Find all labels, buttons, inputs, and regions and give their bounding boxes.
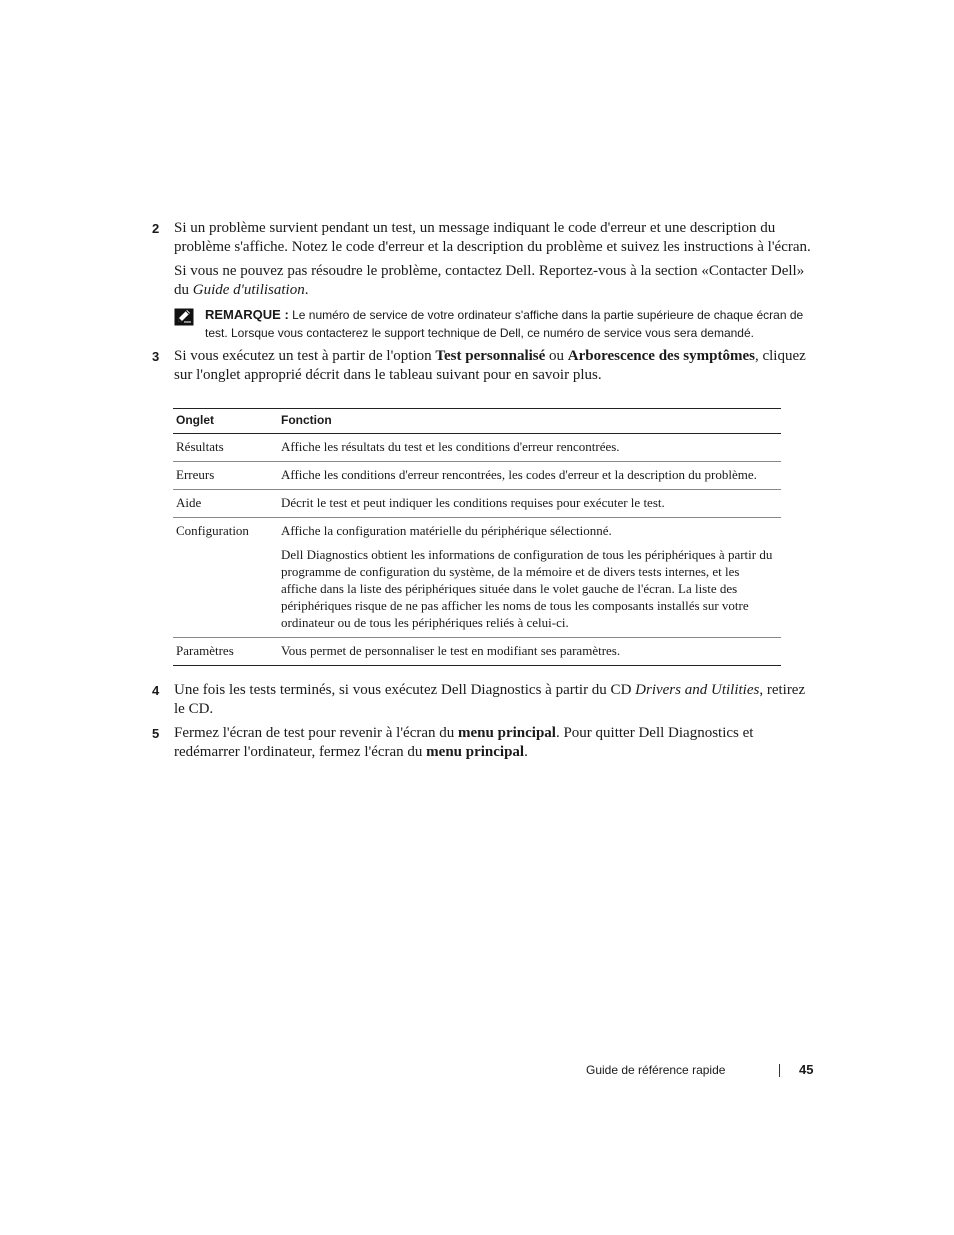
table-header-row	[173, 409, 781, 434]
table-row	[173, 518, 781, 638]
row-desc-text: Décrit le test et peut indiquer les conditions requises pour exécuter le test.	[281, 495, 665, 510]
row-desc-text: Affiche les conditions d'erreur rencontrées, les codes d'erreur et la description du problème.	[281, 467, 757, 482]
step-5-mid: . Pour quitter Dell Diagnostics et redémarrer l'ordinateur, fermez l'écran du	[174, 725, 754, 760]
step-5-pre: Fermez l'écran de test pour revenir à l'écran du	[174, 725, 459, 741]
menu-principal: menu principal	[426, 744, 525, 760]
step-5	[152, 724, 817, 762]
row-desc	[278, 638, 781, 666]
header-onglet: Onglet	[173, 409, 278, 434]
step-number: 2	[152, 221, 160, 236]
row-desc-text: Affiche les résultats du test et les conditions d'erreur rencontrées.	[281, 439, 620, 454]
row-tab: Paramètres	[176, 643, 234, 658]
pencil-note-icon	[174, 308, 194, 326]
table-row	[173, 434, 781, 462]
note-label: REMARQUE :	[205, 307, 289, 322]
step-4-pre: Une fois les tests terminés, si vous exécutez Dell Diagnostics à partir du CD	[174, 682, 636, 698]
cd-title: Drivers and Utilities	[635, 682, 760, 698]
step-number: 5	[152, 726, 160, 741]
note-text	[205, 306, 814, 342]
guide-title: Guide d'utilisation	[192, 282, 305, 298]
tabs-table	[173, 408, 781, 666]
table-row	[173, 490, 781, 518]
row-desc-text: Dell Diagnostics obtient les informations de configuration de tous les périphériques à partir du programme de configuration du système, de la mémoire et de divers tests internes, et les affiche dans la liste des périphériques située dans le volet gauche de l'écran. La liste des périphériques risque de ne pas afficher les noms de tous les composants installés sur votre ordinateur ou de tous les périphériques reliés à celui-ci.	[281, 547, 773, 630]
step-4-post: , retirez le CD.	[174, 682, 806, 717]
step-2-contact-post: .	[304, 282, 309, 298]
step-2-contact-pre: Si vous ne pouvez pas résoudre le problème, contactez Dell. Reportez-vous à la section «Contacter Dell» du	[174, 263, 805, 298]
step-3-mid: ou	[545, 348, 568, 364]
row-tab: Configuration	[173, 518, 278, 638]
note-body: Le numéro de service de votre ordinateur s'affiche dans la partie supérieure de chaque écran de test. Lorsque vous contacterez le support technique de Dell, ce numéro de service vous sera demandé.	[205, 308, 804, 340]
step-3	[152, 347, 817, 385]
step-number: 4	[152, 683, 160, 698]
step-3-text	[174, 347, 817, 385]
header-fonction: Fonction	[278, 409, 781, 434]
page-number: 45	[799, 1062, 814, 1077]
table-row	[173, 462, 781, 490]
row-desc	[278, 490, 781, 518]
row-tab: Erreurs	[173, 462, 278, 490]
step-5-post: .	[524, 744, 528, 760]
step-3-post: , cliquez sur l'onglet approprié décrit dans le tableau suivant pour en savoir plus.	[174, 348, 806, 383]
footer-divider	[779, 1064, 780, 1077]
footer-title: Guide de référence rapide	[586, 1063, 726, 1077]
row-desc-text: Affiche la configuration matérielle du périphérique sélectionné.	[281, 523, 612, 538]
row-desc-text: Vous permet de personnaliser le test en modifiant ses paramètres.	[281, 643, 621, 658]
menu-principal: menu principal	[458, 725, 556, 741]
step-2-text: Si un problème survient pendant un test, un message indiquant le code d'erreur et une description du problème s'affiche. Notez le code d'erreur et la description du problème et suivez les instructions à l'écran.	[174, 220, 811, 255]
step-number: 3	[152, 349, 160, 364]
row-desc	[278, 518, 781, 638]
option-test-personnalise: Test personnalisé	[435, 348, 546, 364]
row-tab: Résultats	[173, 434, 278, 462]
page-footer	[586, 1062, 814, 1078]
row-tab: Aide	[173, 490, 278, 518]
table-row	[173, 638, 781, 666]
row-desc	[278, 434, 781, 462]
note	[174, 306, 814, 342]
step-5-text	[174, 724, 817, 762]
step-4	[152, 681, 817, 719]
step-2	[152, 219, 817, 300]
step-2-contact-text	[174, 262, 817, 300]
row-desc	[278, 462, 781, 490]
option-arborescence: Arborescence des symptômes	[567, 348, 755, 364]
step-3-pre: Si vous exécutez un test à partir de l'option	[174, 348, 436, 364]
step-4-text	[174, 681, 817, 719]
